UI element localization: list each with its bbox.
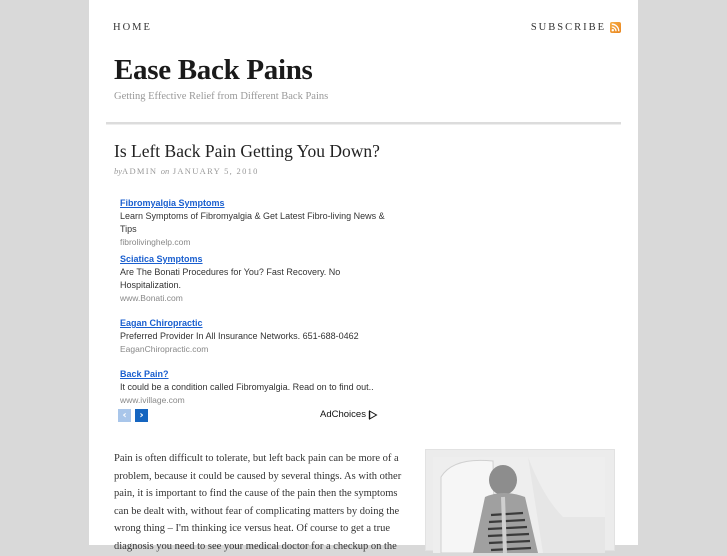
post-title[interactable]: Is Left Back Pain Getting You Down? [114,141,380,161]
ad-title-link[interactable]: Eagan Chiropractic [120,318,203,328]
ad-description: Are The Bonati Procedures for You? Fast Recovery. No Hospitalization. [120,267,341,290]
ad-url: www.ivillage.com [120,395,185,405]
rss-feed-icon [610,22,621,33]
ad-description: Preferred Provider In All Insurance Networks. 651-688-0462 [120,331,359,341]
header-divider [106,122,621,125]
ad-item[interactable] [120,367,385,406]
adchoices-icon [368,410,378,420]
chevron-right-icon: › [139,410,144,421]
post-body: Pain is often difficult to tolerate, but left back pain can be more of a problem, because it could be caused by several things. As with other pain, it is important to find the cause of the pain then the symptoms can be dealt with, without fear of complicating matters by doing the wrong thing – I'm thinking ice versus heat. Of course to get a true diagnosis you need to see your medical doctor for a checkup on the [114,453,402,552]
ad-url: EaganChiropractic.com [120,344,209,354]
site-tagline: Getting Effective Relief from Different Back Pains [114,91,329,102]
ad-description: Learn Symptoms of Fibromyalgia & Get Latest Fibro-living News & Tips [120,211,385,234]
meta-on: on [160,166,170,176]
page-container [89,0,638,552]
ad-url: fibrolivinghelp.com [120,237,191,247]
adchoices-label: AdChoices [320,409,366,420]
post-image-frame [425,449,615,551]
nav-subscribe-link[interactable] [531,22,621,33]
post-meta [114,166,259,176]
ad-next-button[interactable] [135,409,148,422]
post-image [433,457,605,553]
ad-pagination [118,409,148,422]
ad-url: www.Bonati.com [120,293,183,303]
chevron-left-icon: ‹ [122,410,127,421]
post-date: JANUARY 5, 2010 [172,166,259,176]
post-author[interactable]: ADMIN [122,166,158,176]
meta-by: by [114,166,123,176]
ad-item[interactable] [120,252,385,304]
ad-block [120,196,385,410]
ad-item[interactable] [120,316,385,355]
subscribe-label: SUBSCRIBE [530,22,606,33]
adchoices-link[interactable] [320,409,378,420]
ad-title-link[interactable]: Back Pain? [120,369,169,379]
ad-title-link[interactable]: Fibromyalgia Symptoms [120,198,225,208]
ad-item[interactable] [120,196,385,248]
site-title[interactable]: Ease Back Pains [114,54,313,86]
ad-prev-button[interactable] [118,409,131,422]
ad-title-link[interactable]: Sciatica Symptoms [120,254,203,264]
nav-home-link[interactable]: HOME [113,22,152,33]
ad-description: It could be a condition called Fibromyalgia. Read on to find out.. [120,382,374,392]
